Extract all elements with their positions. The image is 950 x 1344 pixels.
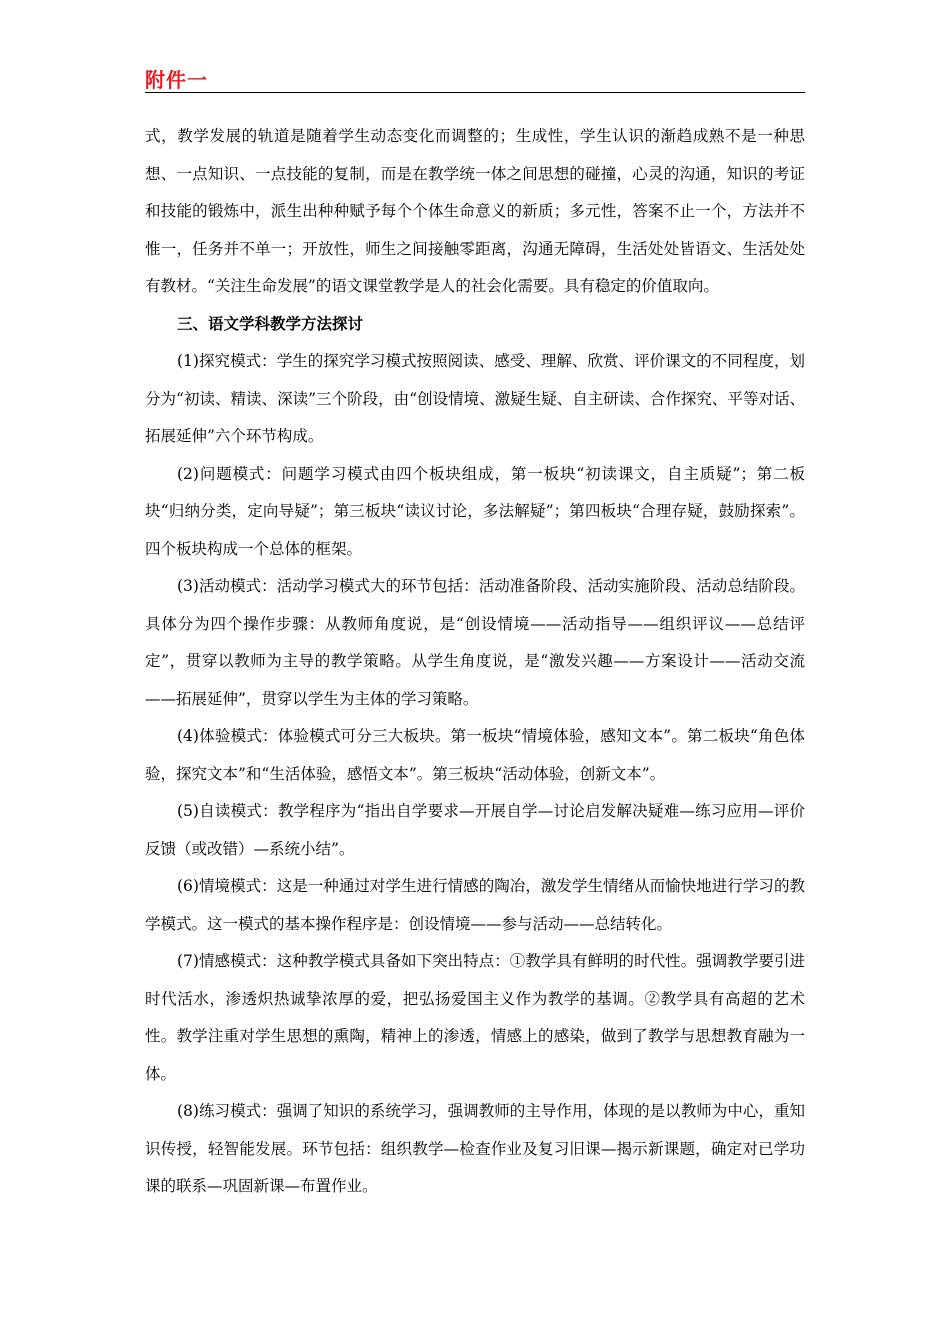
- paragraph-self-reading-mode: (5)自读模式：教学程序为“指出自学要求—开展自学—讨论启发解决疑难—练习应用—评价反馈（或改错）—系统小结”。: [145, 802, 805, 858]
- attachment-title: 附件一: [145, 68, 208, 92]
- paragraph-problem-mode: (2)问题模式：问题学习模式由四个板块组成，第一板块“初读课文，自主质疑”；第二板块“归纳分类，定向导疑”；第三板块“读议讨论，多法解疑”；第四板块“合理存疑，鼓励探索”。四个板块构成一个总体的框架。: [145, 464, 805, 558]
- paragraph-activity-mode: (3)活动模式：活动学习模式大的环节包括：活动准备阶段、活动实施阶段、活动总结阶段。具体分为四个操作步骤：从教师角度说，是“创设情境——活动指导——组织评议——总结评定”，贯穿以教师为主导的教学策略。从学生角度说，是“激发兴趣——方案设计——活动交流——拓展延伸”，贯穿以学生为主体的学习策略。: [145, 577, 805, 708]
- page-header: [145, 62, 805, 93]
- document-body: [145, 118, 805, 1206]
- paragraph-practice-mode: (8)练习模式：强调了知识的系统学习，强调教师的主导作用，体现的是以教师为中心，重知识传授，轻智能发展。环节包括：组织教学—检查作业及复习旧课—揭示新课题，确定对已学功课的联系—巩固新课—布置作业。: [145, 1102, 805, 1195]
- paragraph-continuation: 式，教学发展的轨道是随着学生动态变化而调整的；生成性，学生认识的渐趋成熟不是一种思想、一点知识、一点技能的复制，而是在教学统一体之间思想的碰撞，心灵的沟通，知识的考证和技能的锻炼中，派生出种种赋予每个个体生命意义的新质；多元性，答案不止一个，方法并不惟一，任务并不单一；开放性，师生之间接触零距离，沟通无障碍，生活处处皆语文、生活处处有教材。“关注生命发展”的语文课堂教学是人的社会化需要。具有稳定的价值取向。: [145, 127, 805, 295]
- paragraph-experience-mode: (4)体验模式：体验模式可分三大板块。第一板块“情境体验，感知文本”。第二板块“角色体验，探究文本”和“生活体验，感悟文本”。第三板块“活动体验，创新文本”。: [145, 727, 805, 783]
- paragraph-inquiry-mode: (1)探究模式：学生的探究学习模式按照阅读、感受、理解、欣赏、评价课文的不同程度，划分为“初读、精读、深读”三个阶段，由“创设情境、激疑生疑、自主研读、合作探究、平等对话、拓展延伸”六个环节构成。: [145, 352, 805, 445]
- section-heading: 三、语文学科教学方法探讨: [177, 314, 364, 333]
- paragraph-emotion-mode: (7)情感模式：这种教学模式具备如下突出特点：①教学具有鲜明的时代性。强调教学要引进时代活水，渗透炽热诚挚浓厚的爱，把弘扬爱国主义作为教学的基调。②教学具有高超的艺术性。教学注重对学生思想的熏陶，精神上的渗透，情感上的感染，做到了教学与思想教育融为一体。: [145, 952, 805, 1083]
- paragraph-situation-mode: (6)情境模式：这是一种通过对学生进行情感的陶冶，激发学生情绪从而愉快地进行学习的教学模式。这一模式的基本操作程序是：创设情境——参与活动——总结转化。: [145, 877, 805, 933]
